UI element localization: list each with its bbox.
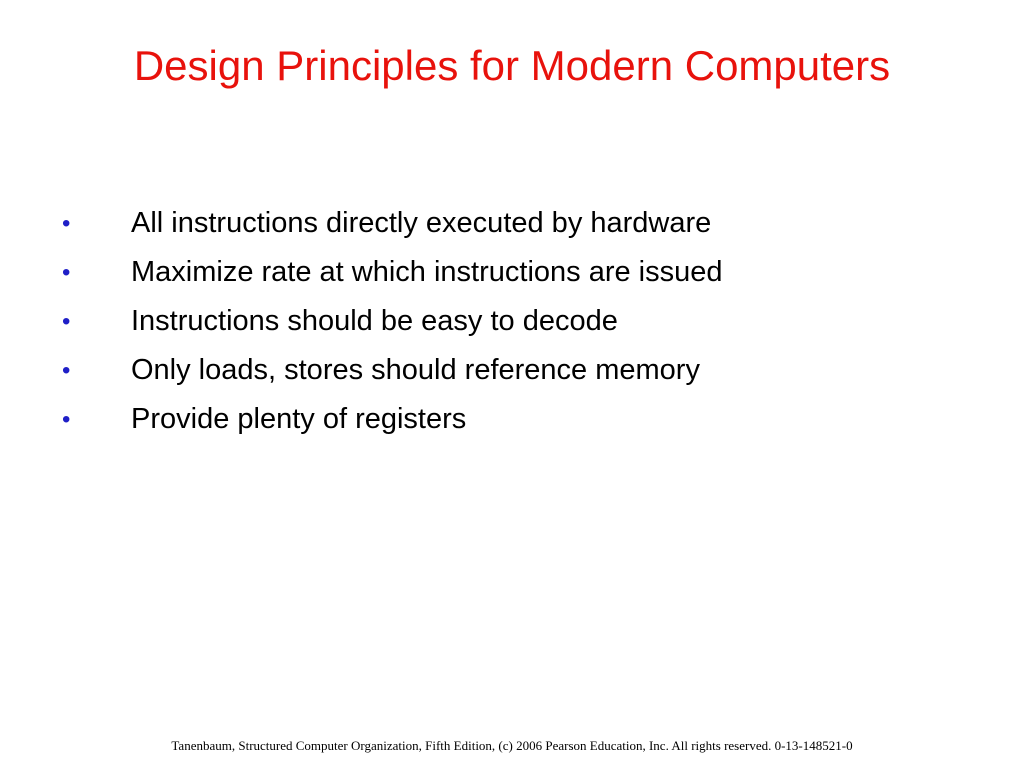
bullet-dot-icon: • (62, 258, 71, 286)
bullet-text: Provide plenty of registers (131, 403, 467, 435)
bullet-item (62, 395, 723, 444)
bullet-dot-icon: • (62, 307, 71, 335)
slide-title: Design Principles for Modern Computers (133, 42, 891, 89)
bullet-text: Instructions should be easy to decode (131, 305, 618, 337)
bullet-text: Only loads, stores should reference memory (131, 354, 700, 386)
bullet-text: Maximize rate at which instructions are issued (131, 256, 723, 288)
bullet-text: All instructions directly executed by hardware (131, 207, 712, 239)
bullet-item (62, 199, 723, 248)
copyright-footer: Tanenbaum, Structured Computer Organization, Fifth Edition, (c) 2006 Pearson Education, Inc. All rights reserved. 0-13-148521-0 (171, 738, 853, 753)
bullet-item (62, 248, 723, 297)
bullet-dot-icon: • (62, 209, 71, 237)
bullet-item (62, 346, 723, 395)
bullet-list (62, 199, 723, 444)
bullet-item (62, 297, 723, 346)
bullet-dot-icon: • (62, 356, 71, 384)
bullet-dot-icon: • (62, 405, 71, 433)
